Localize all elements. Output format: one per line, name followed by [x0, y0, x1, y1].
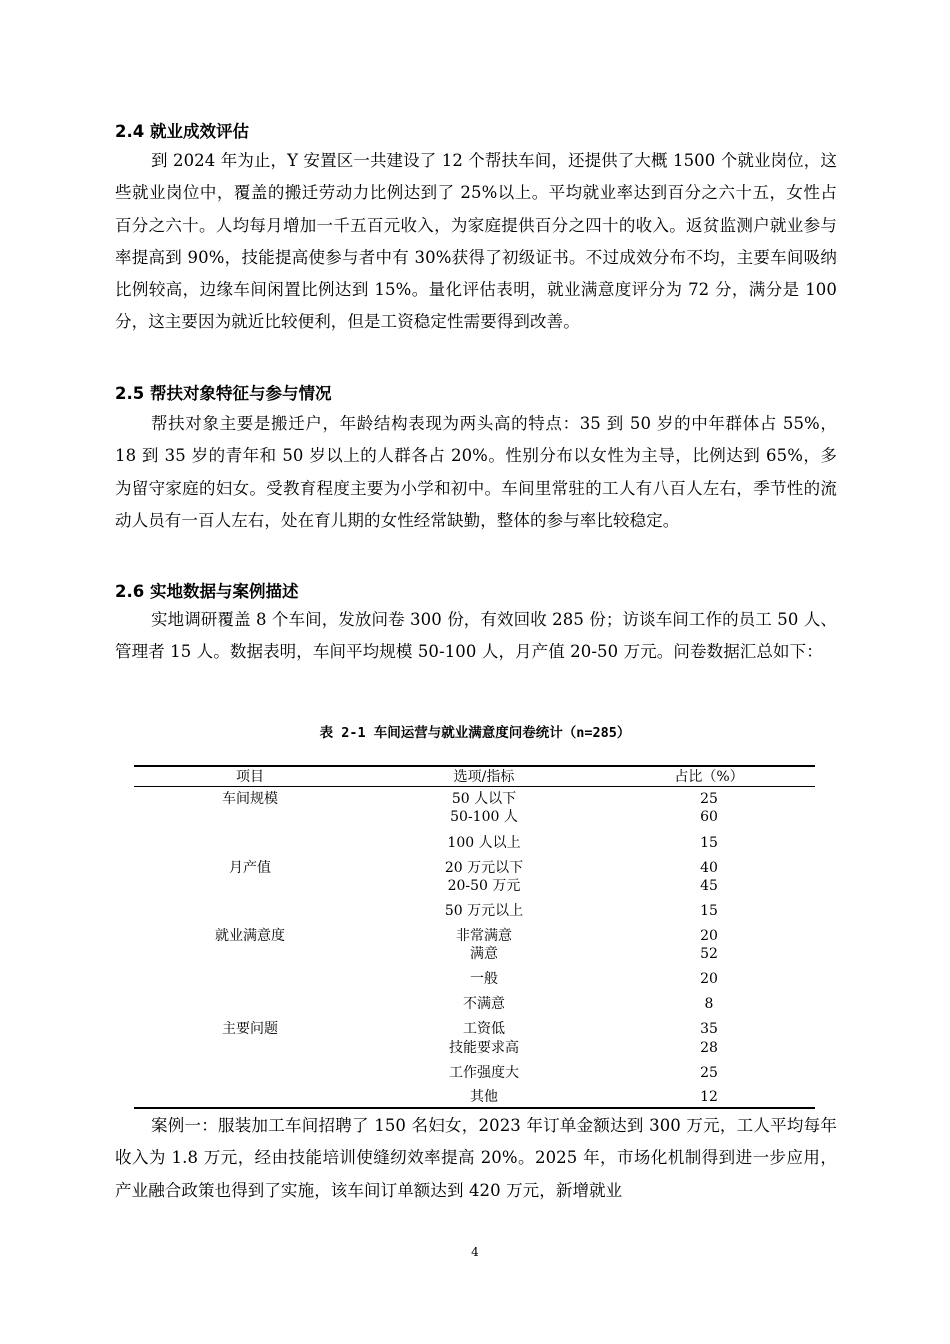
section-heading-2-5: 2.5 帮扶对象特征与参与情况 [115, 384, 332, 403]
table-group-label: 车间规模 [222, 791, 278, 807]
table-header-rule [134, 786, 815, 787]
table-cell-percent: 45 [700, 878, 718, 894]
table-cell-percent: 52 [700, 946, 718, 962]
section-heading-2-4: 2.4 就业成效评估 [115, 122, 249, 141]
table-cell-option: 一般 [470, 971, 498, 987]
table-header-item: 项目 [236, 769, 264, 785]
table-caption: 表 2-1 车间运营与就业满意度问卷统计（n=285） [319, 725, 631, 741]
section-2-4-paragraph: 到 2024 年为止，Y 安置区一共建设了 12 个帮扶车间，还提供了大概 1500 个就业岗位，这些就业岗位中，覆盖的搬迁劳动力比例达到了 25%以上。平均就业率达到百分之六十五，女性占百分之六十。人均每月增加一千五百元收入，为家庭提供百分之四十的收入。返贫监测户就业参与率提高到 90%，技能提高使参与者中有 30%获得了初级证书。不过成效分布不均，主要车间吸纳比例较高，边缘车间闲置比例达到 15%。量化评估表明，就业满意度评分为 72 分，满分是 100 分，这主要因为就近比较便利，但是工资稳定性需要得到改善。 [115, 151, 837, 332]
section-heading-2-6: 2.6 实地数据与案例描述 [115, 582, 299, 601]
table-bottom-rule [134, 1107, 815, 1109]
table-cell-option: 不满意 [463, 996, 505, 1012]
table-top-rule [134, 765, 815, 767]
table-group-label: 就业满意度 [215, 928, 285, 944]
case-one-paragraph: 案例一：服装加工车间招聘了 150 名妇女，2023 年订单金额达到 300 万元，工人平均每年收入为 1.8 万元，经由技能培训使缝纫效率提高 20%。2025 年，市场化机制得到进一步应用，产业融合政策也得到了实施，该车间订单额达到 420 万元，新增就业 [115, 1116, 837, 1200]
table-cell-option: 50-100 人 [450, 809, 518, 825]
table-cell-option: 20-50 万元 [447, 878, 521, 894]
section-2-6-paragraph: 实地调研覆盖 8 个车间，发放问卷 300 份，有效回收 285 份；访谈车间工作的员工 50 人、管理者 15 人。数据表明，车间平均规模 50-100 人，月产值 20-50 万元。问卷数据汇总如下： [115, 610, 837, 662]
table-cell-percent: 25 [700, 791, 718, 807]
table-group-label: 月产值 [229, 860, 271, 876]
table-cell-percent: 25 [700, 1065, 718, 1081]
page-number: 4 [471, 1245, 479, 1259]
table-header-option: 选项/指标 [453, 769, 515, 785]
table-cell-option: 满意 [470, 946, 498, 962]
section-2-5-paragraph: 帮扶对象主要是搬迁户，年龄结构表现为两头高的特点：35 到 50 岁的中年群体占 55%，18 到 35 岁的青年和 50 岁以上的人群各占 20%。性别分布以女性为主导，比例达到 65%，多为留守家庭的妇女。受教育程度主要为小学和初中。车间里常驻的工人有八百人左右，季节性的流动人员有一百人左右，处在育儿期的女性经常缺勤，整体的参与率比较稳定。 [115, 414, 837, 530]
table-cell-percent: 20 [700, 928, 718, 944]
table-cell-percent: 15 [700, 903, 718, 919]
table-cell-percent: 15 [700, 835, 718, 851]
table-cell-option: 工资低 [463, 1021, 505, 1037]
table-header-percent: 占比（%） [674, 769, 744, 785]
table-cell-percent: 12 [700, 1089, 718, 1105]
table-cell-option: 20 万元以下 [444, 860, 524, 876]
table-group-label: 主要问题 [222, 1021, 278, 1037]
table-cell-option: 其他 [470, 1089, 498, 1105]
table-cell-option: 工作强度大 [449, 1065, 519, 1081]
table-cell-option: 50 人以下 [451, 791, 517, 807]
table-cell-percent: 20 [700, 971, 718, 987]
table-cell-percent: 8 [704, 996, 714, 1012]
table-cell-option: 100 人以上 [447, 835, 521, 851]
table-cell-option: 非常满意 [456, 928, 512, 944]
table-cell-percent: 40 [700, 860, 718, 876]
table-cell-percent: 28 [700, 1040, 718, 1056]
table-cell-option: 50 万元以上 [444, 903, 524, 919]
table-cell-percent: 60 [700, 809, 718, 825]
table-cell-option: 技能要求高 [449, 1040, 519, 1056]
table-cell-percent: 35 [700, 1021, 718, 1037]
